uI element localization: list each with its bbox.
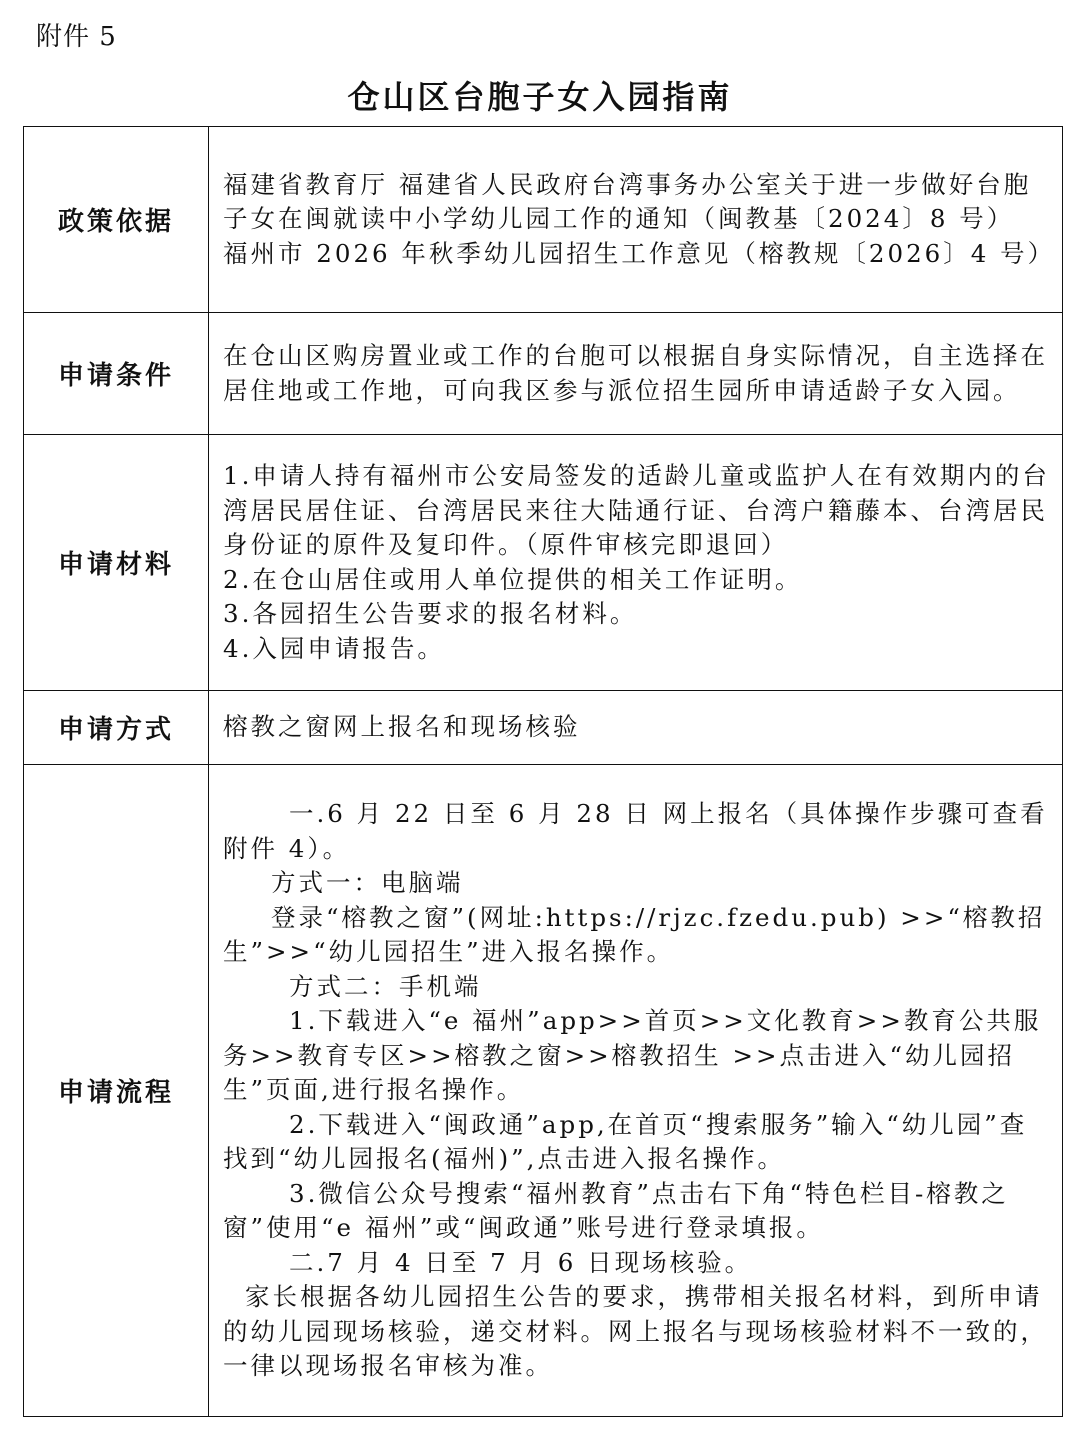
row-content-materials <box>209 435 1063 691</box>
row-label-conditions: 申请条件 <box>24 313 209 435</box>
row-content-process <box>209 765 1063 1417</box>
row-content-conditions <box>209 313 1063 435</box>
policy-line: 福州市 2026 年秋季幼儿园招生工作意见（榕教规〔2026〕4 号） <box>223 238 1056 268</box>
page-title: 仓山区台胞子女入园指南 <box>347 78 733 116</box>
row-content-policy <box>209 127 1063 313</box>
row-content-method <box>209 691 1063 765</box>
method-line: 榕教之窗网上报名和现场核验 <box>223 712 581 742</box>
row-label-method: 申请方式 <box>24 691 209 765</box>
process-line: 登录“榕教之窗”(网址:https://rjzc.fzedu.pub) >>“榕教招生”>>“幼儿园招生”进入报名操作。 <box>223 902 1046 967</box>
materials-line: 3.各园招生公告要求的报名材料。 <box>223 599 638 628</box>
row-label-materials: 申请材料 <box>24 435 209 691</box>
attachment-label: 附件 5 <box>36 22 117 52</box>
row-process <box>24 765 1063 1417</box>
policy-line: 福建省教育厅 福建省人民政府台湾事务办公室关于进一步做好台胞子女在闽就读中小学幼儿园工作的通知（闽教基〔2024〕8 号） <box>223 169 1032 234</box>
row-label-process: 申请流程 <box>24 765 209 1417</box>
materials-line: 1.申请人持有福州市公安局签发的适龄儿童或监护人在有效期内的台湾居民居住证、台湾居民来往大陆通行证、台湾户籍藤本、台湾居民身份证的原件及复印件。（原件审核完即退回） <box>223 461 1050 559</box>
row-label-policy: 政策依据 <box>24 127 209 313</box>
process-line: 二.7 月 4 日至 7 月 6 日现场核验。 <box>289 1247 753 1277</box>
process-line: 一.6 月 22 日至 6 月 28 日 网上报名（具体操作步骤可查看附件 4）。 <box>223 799 1048 863</box>
process-line: 3.微信公众号搜索“福州教育”点击右下角“特色栏目-榕教之窗”使用“e 福州”或“闽政通”账号进行登录填报。 <box>223 1178 1009 1243</box>
process-line: 家长根据各幼儿园招生公告的要求，携带相关报名材料，到所申请的幼儿园现场核验，递交材料。网上报名与现场核验材料不一致的，一律以现场报名审核为准。 <box>223 1282 1048 1381</box>
row-method <box>24 691 1063 765</box>
guide-table <box>23 126 1063 1417</box>
materials-line: 2.在仓山居住或用人单位提供的相关工作证明。 <box>223 564 803 594</box>
process-line: 1.下载进入“e 福州”app>>首页>>文化教育>>教育公共服务>>教育专区>>榕教之窗>>榕教招生 >>点击进入“幼儿园招生”页面,进行报名操作。 <box>223 1006 1042 1105</box>
row-materials <box>24 435 1063 691</box>
process-line: 方式二：手机端 <box>289 971 482 1001</box>
process-line: 方式一：电脑端 <box>271 868 464 898</box>
conditions-line: 在仓山区购房置业或工作的台胞可以根据自身实际情况，自主选择在居住地或工作地，可向我区参与派位招生园所申请适龄子女入园。 <box>223 341 1048 405</box>
row-policy <box>24 127 1063 313</box>
row-conditions <box>24 313 1063 435</box>
process-line: 2.下载进入“闽政通”app,在首页“搜索服务”输入“幼儿园”查找到“幼儿园报名(福州)”,点击进入报名操作。 <box>223 1109 1028 1174</box>
materials-line: 4.入园申请报告。 <box>223 633 445 663</box>
